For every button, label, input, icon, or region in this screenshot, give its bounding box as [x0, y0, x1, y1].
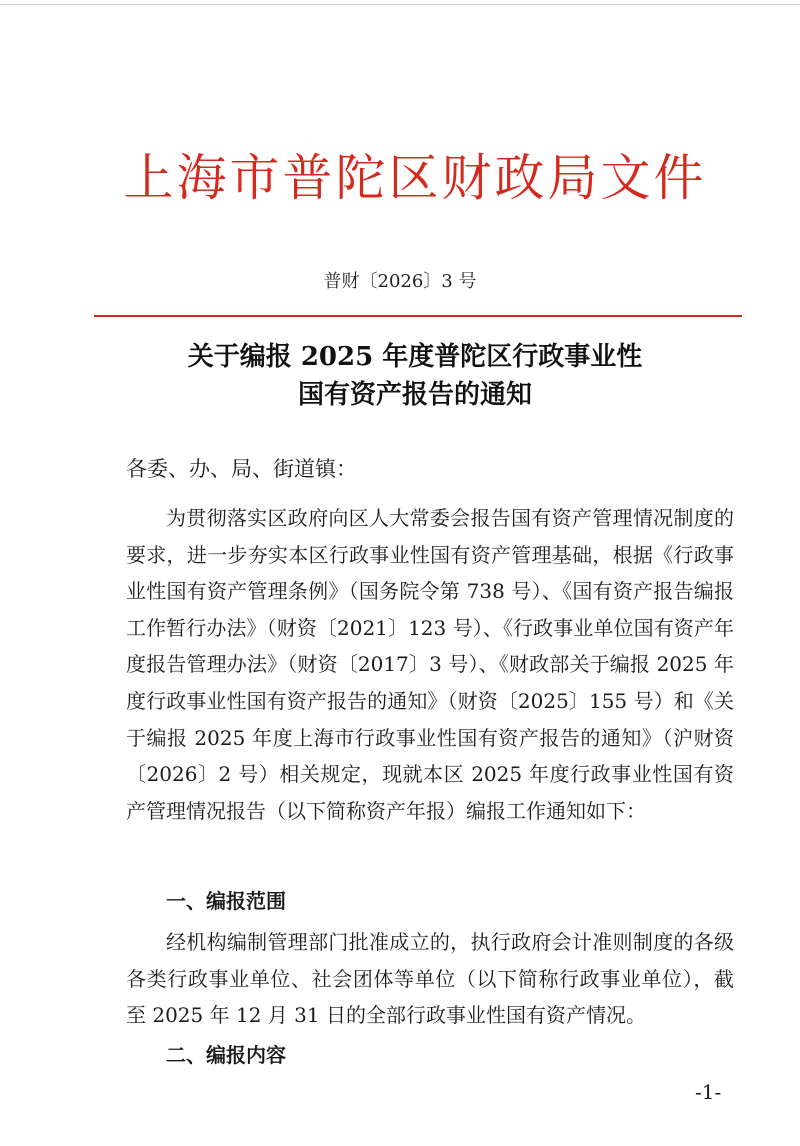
section-heading-scope: 一、编报范围: [166, 889, 286, 913]
document-number: 普财〔2026〕3 号: [323, 271, 477, 292]
scope-paragraph: 经机构编制管理部门批准成立的，执行政府会计准则制度的各级各类行政事业单位、社会团体等单位（以下简称行政事业单位），截至 2025 年 12 月 31 日的全部行政事业性国有资产情况。: [126, 930, 734, 1028]
top-edge-line: [0, 4, 800, 5]
intro-paragraph: 为贯彻落实区政府向区人大常委会报告国有资产管理情况制度的要求，进一步夯实本区行政事业性国有资产管理基础，根据《行政事业性国有资产管理条例》（国务院令第 738 号）、《国有资产报告编报工作暂行办法》（财资〔2021〕123 号）、《行政事业单位国有资产年度报告管理办法》（财资〔2017〕3 号）、《财政部关于编报 2025 年度行政事业性国有资产报告的通知》（财资〔2025〕155 号）和《关于编报 2025 年度上海市行政事业性国有资产报告的通知》（沪财资〔2026〕2 号）相关规定，现就本区 2025 年度行政事业性国有资产管理情况报告（以下简称资产年报）编报工作通知如下：: [126, 506, 734, 823]
section-heading-content: 二、编报内容: [166, 1043, 286, 1067]
page-number: -1-: [695, 1080, 722, 1104]
red-separator-line: [94, 315, 742, 317]
salutation: 各委、办、局、街道镇：: [126, 457, 357, 481]
document-header-title: 上海市普陀区财政局文件: [123, 149, 707, 207]
notice-title-line-1: 关于编报 2025 年度普陀区行政事业性: [187, 342, 643, 372]
notice-title-line-2: 国有资产报告的通知: [297, 380, 532, 410]
notice-title: [100, 338, 730, 414]
